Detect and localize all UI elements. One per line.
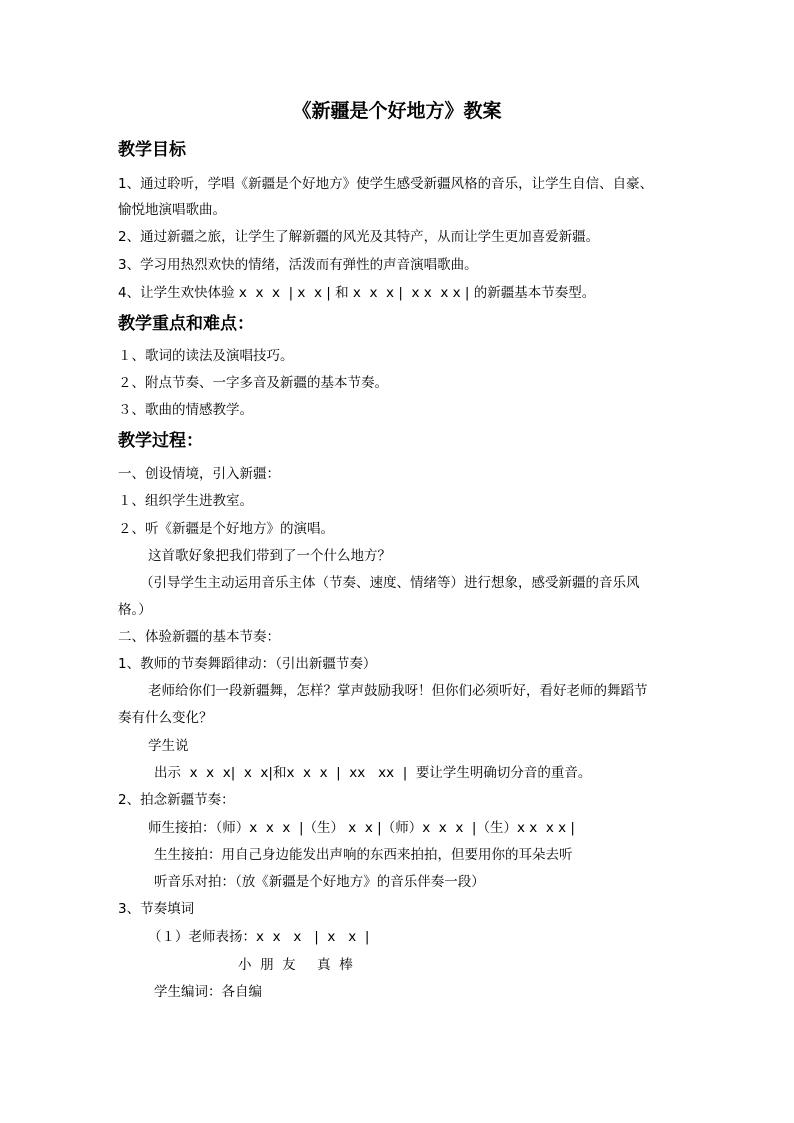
key-points-heading: 教学重点和难点： [118,314,254,334]
key-point-line: ３、歌曲的情感教学。 [118,402,253,418]
process-line: 生生接拍：用自己身边能发出声响的东西来拍拍，但要用你的耳朵去听 [154,847,573,863]
process-line: 格。） [118,602,152,618]
process-line: 1、教师的节奏舞蹈律动：（引出新疆节奏） [118,656,377,672]
process-line: 2、拍念新疆节奏： [118,792,235,808]
process-line: 奏有什么变化？ [118,710,213,726]
process-line: （引导学生主动运用音乐主体（节奏、速度、情绪等）进行想象，感受新疆的音乐风 [140,575,640,591]
process-line: ２、听《新疆是个好地方》的演唱。 [118,521,334,537]
key-point-line: １、歌词的读法及演唱技巧。 [118,348,294,364]
objective-line: 2、通过新疆之旅，让学生了解新疆的风光及其特产，从而让学生更加喜爱新疆。 [118,229,600,245]
objective-line: 1、通过聆听，学唱《新疆是个好地方》使学生感受新疆风格的音乐，让学生自信、自豪、 [118,176,654,192]
objective-line: 愉悦地演唱歌曲。 [118,202,226,218]
process-heading: 教学过程： [118,431,203,451]
process-line: 二、体验新疆的基本节奏： [118,629,280,645]
page-title: 《新疆是个好地方》教案 [292,100,502,122]
key-point-line: ２、附点节奏、一字多音及新疆的基本节奏。 [118,375,388,391]
process-line: 老师给你们一段新疆舞，怎样？掌声鼓励我呀！但你们必须听好，看好老师的舞蹈节 [148,683,648,699]
process-line: 师生接拍：（师）x x x |（生） x x |（师）x x x |（生）x x x x | [148,820,575,836]
objectives-heading: 教学目标 [118,140,186,160]
process-line: 一、创设情境，引入新疆： [118,466,280,482]
objective-line: 4、让学生欢快体验 x x x | x x | 和 x x x | x x x x | 的新疆基本节奏型。 [118,285,596,301]
process-line: 这首歌好象把我们带到了一个什么地方？ [148,548,391,564]
process-line: 学生说 [148,738,189,754]
process-line: 3、节奏填词 [118,901,195,917]
process-line: （１）老师表扬：x x x | x x | [148,929,370,945]
objective-line: 3、学习用热烈欢快的情绪，活泼而有弹性的声音演唱歌曲。 [118,257,478,273]
process-line: 学生编词：各自编 [154,984,262,1000]
process-line: 出示 x x x| x x|和x x x | xx xx | 要让学生明确切分音的重音。 [154,765,592,781]
process-line: １、组织学生进教室。 [118,493,253,509]
process-line: 小 朋 友 真 棒 [238,957,353,973]
process-line: 听音乐对拍：（放《新疆是个好地方》的音乐伴奏一段） [154,874,485,890]
